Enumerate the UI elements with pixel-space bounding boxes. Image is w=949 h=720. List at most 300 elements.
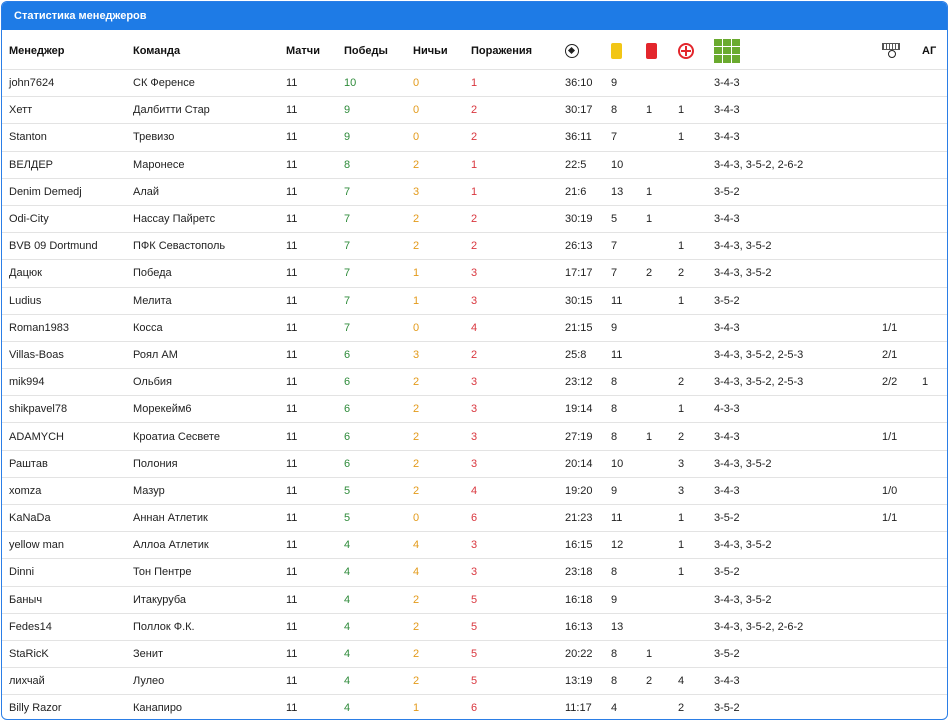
- injuries-value: 4: [678, 668, 714, 695]
- formations-value: 3-4-3, 3-5-2, 2-6-2: [714, 613, 882, 640]
- losses-value: 3: [471, 396, 565, 423]
- goalkeeper-value: [882, 260, 922, 287]
- wins-value: 6: [344, 369, 413, 396]
- formations-value: 3-4-3: [714, 205, 882, 232]
- ag-value: [922, 586, 947, 613]
- team-name[interactable]: Зенит: [133, 640, 286, 667]
- yellow-cards-value: 11: [611, 341, 646, 368]
- team-name[interactable]: Итакуруба: [133, 586, 286, 613]
- goalkeeper-value: [882, 287, 922, 314]
- table-row: [2, 423, 947, 450]
- formations-value: 3-4-3: [714, 668, 882, 695]
- team-name[interactable]: Нассау Пайретс: [133, 205, 286, 232]
- draws-value: 2: [413, 233, 471, 260]
- red-cards-value: [646, 124, 678, 151]
- table-row: [2, 369, 947, 396]
- draws-value: 0: [413, 505, 471, 532]
- col-losses[interactable]: Поражения: [471, 44, 533, 57]
- ag-value: [922, 695, 947, 720]
- goalkeeper-value: [882, 97, 922, 124]
- goals-value: 11:17: [565, 695, 611, 720]
- goalkeeper-value: [882, 396, 922, 423]
- ag-value: [922, 151, 947, 178]
- red-cards-value: 1: [646, 640, 678, 667]
- table-row: [2, 532, 947, 559]
- ag-value: [922, 559, 947, 586]
- wins-value: 4: [344, 640, 413, 667]
- injuries-value: 2: [678, 423, 714, 450]
- injuries-value: [678, 341, 714, 368]
- goals-value: 27:19: [565, 423, 611, 450]
- formations-value: 3-4-3, 3-5-2: [714, 586, 882, 613]
- losses-value: 4: [471, 314, 565, 341]
- yellow-cards-value: 5: [611, 205, 646, 232]
- yellow-cards-value: 7: [611, 233, 646, 260]
- formations-value: 3-4-3, 3-5-2: [714, 450, 882, 477]
- team-name[interactable]: СК Ференсе: [133, 70, 286, 97]
- injuries-value: 2: [678, 369, 714, 396]
- team-name[interactable]: Далбитти Стар: [133, 97, 286, 124]
- manager-name[interactable]: лихчай: [2, 668, 133, 695]
- wins-value: 4: [344, 668, 413, 695]
- injuries-value: 1: [678, 559, 714, 586]
- yellow-cards-value: 10: [611, 151, 646, 178]
- col-goals[interactable]: [565, 32, 611, 70]
- losses-value: 3: [471, 287, 565, 314]
- team-name[interactable]: Тон Пентре: [133, 559, 286, 586]
- red-cards-value: [646, 586, 678, 613]
- matches-value: 11: [286, 70, 344, 97]
- team-name[interactable]: Аннан Атлетик: [133, 505, 286, 532]
- team-name[interactable]: Поллок Ф.К.: [133, 613, 286, 640]
- matches-value: 11: [286, 423, 344, 450]
- yellow-cards-value: 13: [611, 178, 646, 205]
- formations-value: 3-4-3, 3-5-2, 2-5-3: [714, 369, 882, 396]
- yellow-cards-value: 9: [611, 477, 646, 504]
- goals-value: 26:13: [565, 233, 611, 260]
- ag-value: [922, 70, 947, 97]
- matches-value: 11: [286, 532, 344, 559]
- matches-value: 11: [286, 178, 344, 205]
- soccer-ball-icon: [565, 44, 579, 58]
- yellow-cards-value: 9: [611, 70, 646, 97]
- red-cards-value: [646, 233, 678, 260]
- matches-value: 11: [286, 341, 344, 368]
- ag-value: [922, 640, 947, 667]
- goalkeeper-value: [882, 151, 922, 178]
- formations-value: 3-4-3: [714, 314, 882, 341]
- formations-value: 3-4-3, 3-5-2, 2-5-3: [714, 341, 882, 368]
- table-row: [2, 178, 947, 205]
- formations-value: 3-5-2: [714, 178, 882, 205]
- wins-value: 6: [344, 423, 413, 450]
- matches-value: 11: [286, 505, 344, 532]
- red-cards-value: [646, 70, 678, 97]
- ag-value: [922, 423, 947, 450]
- col-ag[interactable]: АГ: [922, 44, 937, 57]
- formations-value: 3-4-3: [714, 477, 882, 504]
- yellow-cards-value: 7: [611, 260, 646, 287]
- table-row: [2, 287, 947, 314]
- formations-value: 3-4-3, 3-5-2: [714, 233, 882, 260]
- wins-value: 4: [344, 613, 413, 640]
- yellow-cards-value: 8: [611, 640, 646, 667]
- manager-name[interactable]: yellow man: [2, 532, 133, 559]
- draws-value: 1: [413, 695, 471, 720]
- losses-value: 2: [471, 233, 565, 260]
- team-name[interactable]: Ольбия: [133, 369, 286, 396]
- team-name[interactable]: Канапиро: [133, 695, 286, 720]
- manager-name[interactable]: StaRicK: [2, 640, 133, 667]
- red-cards-value: [646, 613, 678, 640]
- manager-name[interactable]: Odi-City: [2, 205, 133, 232]
- draws-value: 2: [413, 396, 471, 423]
- matches-value: 11: [286, 260, 344, 287]
- red-cards-value: 1: [646, 423, 678, 450]
- losses-value: 1: [471, 178, 565, 205]
- draws-value: 2: [413, 586, 471, 613]
- injuries-value: [678, 613, 714, 640]
- goalkeeper-value: 1/1: [882, 423, 922, 450]
- goals-value: 19:20: [565, 477, 611, 504]
- yellow-cards-value: 11: [611, 287, 646, 314]
- draws-value: 2: [413, 205, 471, 232]
- matches-value: 11: [286, 287, 344, 314]
- goals-value: 16:15: [565, 532, 611, 559]
- losses-value: 2: [471, 341, 565, 368]
- matches-value: 11: [286, 233, 344, 260]
- manager-name[interactable]: Раштав: [2, 450, 133, 477]
- formations-value: 3-4-3: [714, 124, 882, 151]
- injuries-value: 1: [678, 287, 714, 314]
- ag-value: [922, 613, 947, 640]
- matches-value: 11: [286, 695, 344, 720]
- draws-value: 4: [413, 559, 471, 586]
- injuries-value: 2: [678, 260, 714, 287]
- goals-value: 25:8: [565, 341, 611, 368]
- table-row: [2, 233, 947, 260]
- ag-value: [922, 505, 947, 532]
- draws-value: 2: [413, 151, 471, 178]
- wins-value: 9: [344, 124, 413, 151]
- yellow-cards-value: 8: [611, 369, 646, 396]
- yellow-cards-value: 4: [611, 695, 646, 720]
- red-cards-value: 1: [646, 178, 678, 205]
- team-name[interactable]: Роял АМ: [133, 341, 286, 368]
- table-row: [2, 314, 947, 341]
- goalkeeper-value: [882, 205, 922, 232]
- red-cards-value: [646, 341, 678, 368]
- red-cards-value: [646, 314, 678, 341]
- manager-name[interactable]: john7624: [2, 70, 133, 97]
- manager-name[interactable]: Villas-Boas: [2, 341, 133, 368]
- manager-name[interactable]: Stanton: [2, 124, 133, 151]
- formations-value: 3-5-2: [714, 640, 882, 667]
- goals-value: 19:14: [565, 396, 611, 423]
- yellow-cards-value: 9: [611, 314, 646, 341]
- yellow-cards-value: 8: [611, 559, 646, 586]
- injuries-value: [678, 70, 714, 97]
- manager-name[interactable]: Fedes14: [2, 613, 133, 640]
- ag-value: [922, 205, 947, 232]
- manager-name[interactable]: BVB 09 Dortmund: [2, 233, 133, 260]
- team-name[interactable]: Мелита: [133, 287, 286, 314]
- table-header-row: [2, 32, 947, 70]
- table-row: [2, 640, 947, 667]
- ag-value: [922, 341, 947, 368]
- draws-value: 3: [413, 178, 471, 205]
- ag-value: [922, 233, 947, 260]
- red-cards-value: [646, 450, 678, 477]
- ag-value: [922, 314, 947, 341]
- goalkeeper-value: [882, 178, 922, 205]
- table-row: [2, 613, 947, 640]
- losses-value: 5: [471, 613, 565, 640]
- team-name[interactable]: Мазур: [133, 477, 286, 504]
- matches-value: 11: [286, 559, 344, 586]
- matches-value: 11: [286, 613, 344, 640]
- red-cards-value: [646, 505, 678, 532]
- wins-value: 4: [344, 695, 413, 720]
- manager-name[interactable]: xomza: [2, 477, 133, 504]
- col-goalkeeper[interactable]: [882, 32, 922, 70]
- goals-value: 30:17: [565, 97, 611, 124]
- yellow-cards-value: 10: [611, 450, 646, 477]
- table-row: [2, 505, 947, 532]
- losses-value: 5: [471, 668, 565, 695]
- yellow-card-icon: [611, 43, 622, 59]
- wins-value: 5: [344, 505, 413, 532]
- manager-name[interactable]: shikpavel78: [2, 396, 133, 423]
- formations-value: 3-4-3: [714, 97, 882, 124]
- manager-name[interactable]: Ludius: [2, 287, 133, 314]
- table-row: [2, 97, 947, 124]
- col-draws[interactable]: Ничьи: [413, 44, 448, 57]
- goalkeeper-value: [882, 559, 922, 586]
- losses-value: 2: [471, 124, 565, 151]
- goals-value: 30:19: [565, 205, 611, 232]
- draws-value: 2: [413, 477, 471, 504]
- col-injuries[interactable]: [678, 32, 714, 70]
- matches-value: 11: [286, 477, 344, 504]
- losses-value: 5: [471, 586, 565, 613]
- goals-value: 16:13: [565, 613, 611, 640]
- red-cards-value: [646, 477, 678, 504]
- manager-name[interactable]: Dinni: [2, 559, 133, 586]
- goals-value: 22:5: [565, 151, 611, 178]
- ag-value: [922, 396, 947, 423]
- matches-value: 11: [286, 151, 344, 178]
- team-name[interactable]: ПФК Севастополь: [133, 233, 286, 260]
- injuries-value: 1: [678, 124, 714, 151]
- wins-value: 6: [344, 341, 413, 368]
- table-row: [2, 124, 947, 151]
- yellow-cards-value: 8: [611, 97, 646, 124]
- manager-name[interactable]: mik994: [2, 369, 133, 396]
- ag-value: [922, 477, 947, 504]
- losses-value: 4: [471, 477, 565, 504]
- manager-stats-panel: [1, 1, 948, 720]
- red-cards-value: 2: [646, 260, 678, 287]
- draws-value: 0: [413, 70, 471, 97]
- matches-value: 11: [286, 97, 344, 124]
- formations-value: 3-5-2: [714, 559, 882, 586]
- manager-name[interactable]: Billy Razor: [2, 695, 133, 720]
- injuries-value: 1: [678, 396, 714, 423]
- goalkeeper-value: 1/1: [882, 505, 922, 532]
- team-name[interactable]: Тревизо: [133, 124, 286, 151]
- col-yellow-cards[interactable]: [611, 32, 646, 70]
- ag-value: 1: [922, 369, 947, 396]
- injuries-value: [678, 586, 714, 613]
- losses-value: 6: [471, 695, 565, 720]
- col-matches[interactable]: Матчи: [286, 44, 320, 57]
- formations-value: 3-5-2: [714, 287, 882, 314]
- goalkeeper-value: [882, 695, 922, 720]
- table-row: [2, 586, 947, 613]
- col-formations[interactable]: [714, 32, 882, 70]
- losses-value: 3: [471, 450, 565, 477]
- matches-value: 11: [286, 369, 344, 396]
- matches-value: 11: [286, 640, 344, 667]
- goals-value: 36:10: [565, 70, 611, 97]
- formations-value: 3-4-3: [714, 70, 882, 97]
- manager-name[interactable]: ADAMYCH: [2, 423, 133, 450]
- team-name[interactable]: Победа: [133, 260, 286, 287]
- injuries-value: [678, 640, 714, 667]
- losses-value: 3: [471, 423, 565, 450]
- goals-value: 21:15: [565, 314, 611, 341]
- red-cards-value: [646, 369, 678, 396]
- manager-name[interactable]: Roman1983: [2, 314, 133, 341]
- team-name[interactable]: Аллоа Атлетик: [133, 532, 286, 559]
- yellow-cards-value: 11: [611, 505, 646, 532]
- matches-value: 11: [286, 586, 344, 613]
- draws-value: 2: [413, 613, 471, 640]
- injuries-value: [678, 151, 714, 178]
- formations-value: 3-4-3, 3-5-2, 2-6-2: [714, 151, 882, 178]
- injuries-value: [678, 205, 714, 232]
- injuries-value: [678, 178, 714, 205]
- wins-value: 7: [344, 260, 413, 287]
- table-row: [2, 205, 947, 232]
- losses-value: 1: [471, 70, 565, 97]
- wins-value: 5: [344, 477, 413, 504]
- matches-value: 11: [286, 314, 344, 341]
- wins-value: 10: [344, 70, 413, 97]
- yellow-cards-value: 7: [611, 124, 646, 151]
- goalkeeper-value: [882, 450, 922, 477]
- table-row: [2, 668, 947, 695]
- goal-net-icon: [882, 43, 900, 58]
- losses-value: 5: [471, 640, 565, 667]
- col-wins[interactable]: Победы: [344, 44, 388, 57]
- ag-value: [922, 532, 947, 559]
- team-name[interactable]: Полония: [133, 450, 286, 477]
- goals-value: 13:19: [565, 668, 611, 695]
- injuries-value: 3: [678, 450, 714, 477]
- wins-value: 4: [344, 532, 413, 559]
- manager-name[interactable]: ВЕЛДЕР: [2, 151, 133, 178]
- formations-value: 3-5-2: [714, 695, 882, 720]
- col-manager[interactable]: Менеджер: [9, 44, 65, 57]
- manager-name[interactable]: Denim Demedj: [2, 178, 133, 205]
- team-name[interactable]: Алай: [133, 178, 286, 205]
- formations-value: 3-4-3, 3-5-2: [714, 532, 882, 559]
- wins-value: 9: [344, 97, 413, 124]
- matches-value: 11: [286, 450, 344, 477]
- goalkeeper-value: 2/1: [882, 341, 922, 368]
- goalkeeper-value: 1/1: [882, 314, 922, 341]
- red-cards-value: [646, 396, 678, 423]
- table-row: [2, 341, 947, 368]
- red-cards-value: 2: [646, 668, 678, 695]
- manager-name[interactable]: Дацюк: [2, 260, 133, 287]
- goalkeeper-value: 2/2: [882, 369, 922, 396]
- manager-name[interactable]: KaNaDa: [2, 505, 133, 532]
- red-card-icon: [646, 43, 657, 59]
- red-cards-value: [646, 559, 678, 586]
- goals-value: 23:12: [565, 369, 611, 396]
- goals-value: 23:18: [565, 559, 611, 586]
- manager-stats-table: [2, 32, 947, 720]
- goals-value: 30:15: [565, 287, 611, 314]
- wins-value: 7: [344, 178, 413, 205]
- matches-value: 11: [286, 124, 344, 151]
- table-row: [2, 260, 947, 287]
- losses-value: 3: [471, 369, 565, 396]
- team-name[interactable]: Косса: [133, 314, 286, 341]
- wins-value: 8: [344, 151, 413, 178]
- yellow-cards-value: 13: [611, 613, 646, 640]
- injuries-value: 1: [678, 532, 714, 559]
- red-cards-value: 1: [646, 205, 678, 232]
- draws-value: 1: [413, 260, 471, 287]
- red-cards-value: [646, 287, 678, 314]
- team-name[interactable]: Кроатиа Сесвете: [133, 423, 286, 450]
- goals-value: 16:18: [565, 586, 611, 613]
- col-red-cards[interactable]: [646, 32, 678, 70]
- goalkeeper-value: [882, 70, 922, 97]
- team-name[interactable]: Маронесе: [133, 151, 286, 178]
- goals-value: 17:17: [565, 260, 611, 287]
- ag-value: [922, 450, 947, 477]
- manager-name[interactable]: Баныч: [2, 586, 133, 613]
- losses-value: 6: [471, 505, 565, 532]
- draws-value: 4: [413, 532, 471, 559]
- manager-name[interactable]: Хетт: [2, 97, 133, 124]
- goalkeeper-value: [882, 640, 922, 667]
- red-cards-value: [646, 151, 678, 178]
- goals-value: 36:11: [565, 124, 611, 151]
- team-name[interactable]: Морекейм6: [133, 396, 286, 423]
- draws-value: 0: [413, 124, 471, 151]
- wins-value: 6: [344, 450, 413, 477]
- col-team[interactable]: Команда: [133, 44, 181, 57]
- team-name[interactable]: Лулео: [133, 668, 286, 695]
- ag-value: [922, 124, 947, 151]
- matches-value: 11: [286, 205, 344, 232]
- table-row: [2, 396, 947, 423]
- ag-value: [922, 287, 947, 314]
- ag-value: [922, 97, 947, 124]
- losses-value: 1: [471, 151, 565, 178]
- matches-value: 11: [286, 668, 344, 695]
- wins-value: 6: [344, 396, 413, 423]
- draws-value: 2: [413, 640, 471, 667]
- wins-value: 7: [344, 287, 413, 314]
- table-row: [2, 151, 947, 178]
